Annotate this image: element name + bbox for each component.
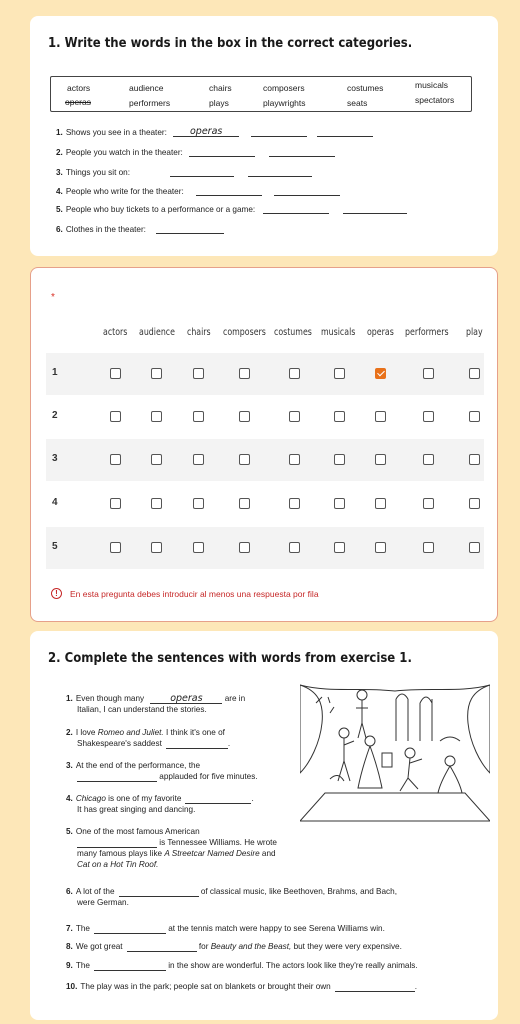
grid-checkbox-5-audience[interactable] (151, 542, 162, 553)
required-asterisk: * (51, 292, 55, 303)
grid-checkbox-3-composers[interactable] (239, 454, 250, 465)
ex1-question: 4. People who write for the theater: (56, 185, 340, 196)
grid-checkbox-2-composers[interactable] (239, 411, 250, 422)
grid-checkbox-3-actors[interactable] (110, 454, 121, 465)
grid-checkbox-1-audience[interactable] (151, 368, 162, 379)
ex2-sentence: 9. The in the show are wonderful. The actors look like they're really animals. (66, 961, 418, 970)
word: performers (129, 98, 171, 108)
validation-message (51, 588, 319, 599)
grid-column-header: play (466, 327, 483, 338)
grid-checkbox-3-play[interactable] (469, 454, 480, 465)
exercise1-title: 1. Write the words in the box in the correct categories. (48, 36, 413, 51)
word: plays (209, 98, 229, 108)
warning-icon: ! (51, 588, 62, 599)
grid-checkbox-2-musicals[interactable] (334, 411, 345, 422)
word: chairs (209, 83, 232, 93)
word: spectators (415, 95, 455, 105)
grid-row (46, 439, 484, 481)
grid-column-header: chairs (187, 327, 211, 338)
ex2-sentence: 1. Even though many operas are in Italian, I can understand the stories. (66, 693, 246, 714)
grid-checkbox-2-actors[interactable] (110, 411, 121, 422)
grid-checkbox-4-actors[interactable] (110, 498, 121, 509)
grid-row (46, 483, 484, 525)
grid-row-label: 2 (52, 410, 58, 421)
grid-checkbox-2-audience[interactable] (151, 411, 162, 422)
ex1-question: 6. Clothes in the theater: (56, 223, 224, 234)
grid-row (46, 353, 484, 395)
ex2-sentence: 5. One of the most famous American is Tennessee Williams. He wrote many famous plays like A Streetcar Named Desire and Cat on a Hot Tin Roof. (66, 827, 277, 869)
ex1-question: 1. Shows you see in a theater: operas (56, 126, 373, 137)
grid-checkbox-4-performers[interactable] (423, 498, 434, 509)
grid-checkbox-5-actors[interactable] (110, 542, 121, 553)
grid-checkbox-3-musicals[interactable] (334, 454, 345, 465)
ex2-sentence: 7. The at the tennis match were happy to see Serena Williams win. (66, 924, 385, 933)
validation-text: En esta pregunta debes introducir al menos una respuesta por fila (70, 588, 319, 599)
grid-checkbox-4-musicals[interactable] (334, 498, 345, 509)
grid-checkbox-5-costumes[interactable] (289, 542, 300, 553)
grid-checkbox-5-performers[interactable] (423, 542, 434, 553)
grid-checkbox-4-composers[interactable] (239, 498, 250, 509)
grid-checkbox-2-play[interactable] (469, 411, 480, 422)
grid-checkbox-2-costumes[interactable] (289, 411, 300, 422)
word-box (50, 76, 472, 112)
grid-checkbox-5-composers[interactable] (239, 542, 250, 553)
grid-column-header: musicals (321, 327, 356, 338)
word: costumes (347, 83, 384, 93)
exercise2-title: 2. Complete the sentences with words from exercise 1. (48, 651, 412, 666)
grid-checkbox-3-chairs[interactable] (193, 454, 204, 465)
grid-row-label: 5 (52, 541, 58, 552)
word: composers (263, 83, 305, 93)
grid-checkbox-1-actors[interactable] (110, 368, 121, 379)
grid-row-label: 3 (52, 453, 58, 464)
grid-checkbox-3-audience[interactable] (151, 454, 162, 465)
grid-checkbox-5-play[interactable] (469, 542, 480, 553)
grid-column-header: actors (103, 327, 128, 338)
grid-checkbox-1-operas[interactable] (375, 368, 386, 379)
grid-checkbox-5-chairs[interactable] (193, 542, 204, 553)
ex2-sentence: 3. At the end of the performance, the applauded for five minutes. (66, 761, 258, 781)
grid-checkbox-4-audience[interactable] (151, 498, 162, 509)
theater-stage-illustration (300, 683, 490, 823)
handwritten-answer: operas (170, 693, 203, 704)
grid-row (46, 527, 484, 569)
word-crossed: operas (65, 97, 91, 107)
grid-checkbox-5-operas[interactable] (375, 542, 386, 553)
grid-checkbox-2-chairs[interactable] (193, 411, 204, 422)
ex1-question: 5. People who buy tickets to a performance or a game: (56, 203, 407, 214)
grid-checkbox-1-chairs[interactable] (193, 368, 204, 379)
grid-column-header: operas (367, 327, 394, 338)
ex2-sentence: 2. I love Romeo and Juliet. I think it's one of Shakespeare's saddest . (66, 728, 231, 748)
grid-checkbox-3-costumes[interactable] (289, 454, 300, 465)
grid-checkbox-3-operas[interactable] (375, 454, 386, 465)
grid-column-header: composers (223, 327, 266, 338)
grid-checkbox-2-operas[interactable] (375, 411, 386, 422)
grid-checkbox-3-performers[interactable] (423, 454, 434, 465)
grid-column-header: performers (405, 327, 449, 338)
grid-column-header: audience (139, 327, 175, 338)
grid-checkbox-1-play[interactable] (469, 368, 480, 379)
grid-checkbox-4-play[interactable] (469, 498, 480, 509)
grid-checkbox-2-performers[interactable] (423, 411, 434, 422)
grid-checkbox-4-costumes[interactable] (289, 498, 300, 509)
ex2-sentence: 4. Chicago is one of my favorite . It has great singing and dancing. (66, 794, 254, 814)
ex1-question: 2. People you watch in the theater: (56, 146, 335, 157)
grid-checkbox-5-musicals[interactable] (334, 542, 345, 553)
word: musicals (415, 80, 449, 90)
word: playwrights (263, 98, 306, 108)
grid-row-label: 1 (52, 367, 58, 378)
grid-checkbox-1-composers[interactable] (239, 368, 250, 379)
grid-checkbox-4-chairs[interactable] (193, 498, 204, 509)
ex2-sentence: 10. The play was in the park; people sat on blankets or brought their own . (66, 982, 417, 991)
word: seats (347, 98, 368, 108)
ex1-question: 3. Things you sit on: (56, 166, 312, 177)
grid-column-header: costumes (274, 327, 312, 338)
ex2-sentence: 6. A lot of the of classical music, like Beethoven, Brahms, and Bach, were German. (66, 887, 397, 907)
grid-row (46, 396, 484, 438)
grid-checkbox-1-performers[interactable] (423, 368, 434, 379)
handwritten-answer: operas (189, 126, 223, 137)
ex2-sentence: 8. We got great for Beauty and the Beast, but they were very expensive. (66, 942, 402, 951)
word: actors (67, 83, 91, 93)
word: audience (129, 83, 164, 93)
grid-checkbox-1-costumes[interactable] (289, 368, 300, 379)
grid-checkbox-1-musicals[interactable] (334, 368, 345, 379)
grid-row-label: 4 (52, 497, 58, 508)
grid-checkbox-4-operas[interactable] (375, 498, 386, 509)
